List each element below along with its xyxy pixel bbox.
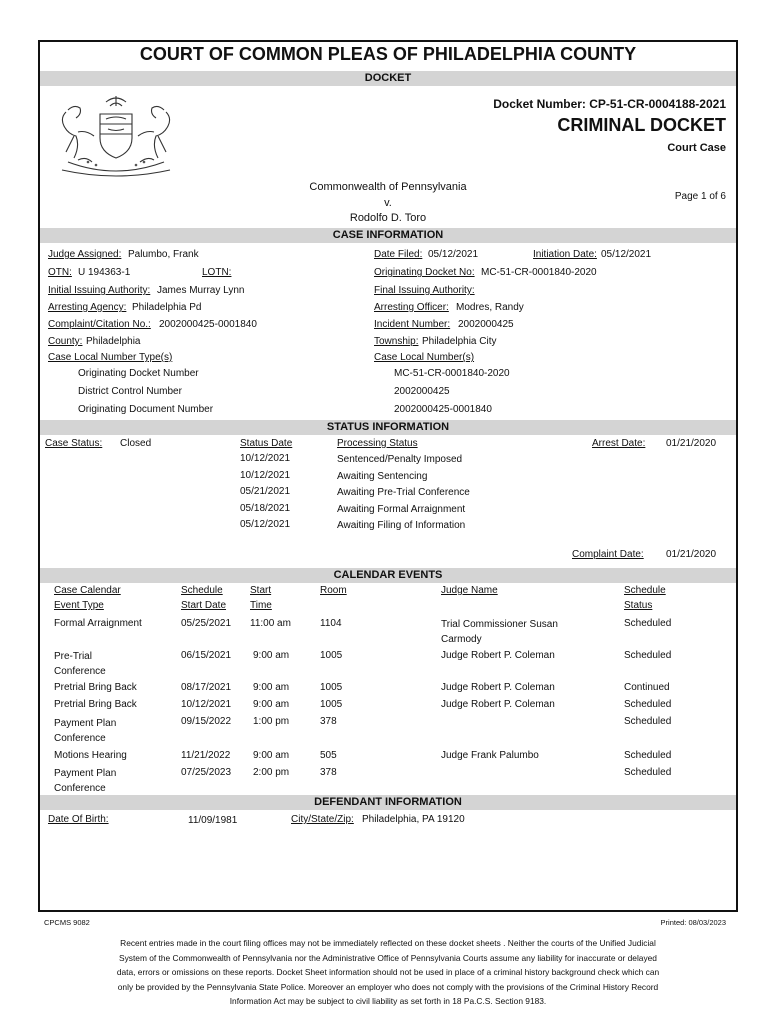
date-filed-label: Date Filed: <box>374 249 423 260</box>
status-date: 05/21/2021 <box>240 486 291 497</box>
event-status: Scheduled <box>624 716 672 727</box>
case-kind: Court Case <box>667 142 726 154</box>
date-filed-value: 05/12/2021 <box>428 249 479 260</box>
caption-defendant: Rodolfo D. Toro <box>349 212 427 224</box>
arresting-agency-label: Arresting Agency: <box>48 302 127 313</box>
event-type-cont: Conference <box>54 733 106 744</box>
township-value: Philadelphia City <box>422 336 497 347</box>
event-status: Continued <box>624 682 670 693</box>
event-time: 9:00 am <box>253 699 290 710</box>
event-time: 11:00 am <box>250 618 291 629</box>
caption-plaintiff: Commonwealth of Pennsylvania <box>309 181 467 193</box>
room-header: Room <box>320 585 347 596</box>
event-judge-cont: Carmody <box>441 634 482 645</box>
event-type-header: Case Calendar <box>54 585 121 596</box>
event-room: 1005 <box>320 699 343 710</box>
pennsylvania-coat-of-arms-icon <box>48 92 184 178</box>
start-time-header: Time <box>250 600 272 611</box>
disclaimer-line: Recent entries made in the court filing offices may not be immediately reflected on these docket sheets . Neither the courts of the Unified Judicial <box>120 938 656 948</box>
initiation-date-value: 05/12/2021 <box>601 249 652 260</box>
judge-assigned-label: Judge Assigned: <box>48 249 122 260</box>
event-type-cont: Conference <box>54 783 106 794</box>
event-type: Pretrial Bring Back <box>54 682 137 693</box>
event-date: 11/21/2022 <box>181 750 231 761</box>
date-of-birth-label: Date Of Birth: <box>48 814 109 825</box>
arresting-officer-value: Modres, Randy <box>456 302 524 313</box>
originating-docket-label: Originating Docket No: <box>374 267 475 278</box>
event-status: Scheduled <box>624 750 672 761</box>
event-time: 1:00 pm <box>253 716 290 727</box>
event-judge: Judge Robert P. Coleman <box>441 682 555 693</box>
local-numbers-label: Case Local Number(s) <box>374 352 475 363</box>
event-judge: Trial Commissioner Susan <box>441 619 558 630</box>
case-status-value: Closed <box>120 438 152 449</box>
case-information-band: CASE INFORMATION <box>40 228 736 243</box>
event-status: Scheduled <box>624 767 672 778</box>
event-status: Scheduled <box>624 618 672 629</box>
event-date: 06/15/2021 <box>181 650 232 661</box>
event-date: 07/25/2023 <box>181 767 232 778</box>
processing-status: Awaiting Formal Arraignment <box>337 504 466 515</box>
status-date-header: Status Date <box>240 438 293 449</box>
status-information-band: STATUS INFORMATION <box>40 420 736 435</box>
docket-type: CRIMINAL DOCKET <box>557 115 726 135</box>
processing-status-header: Processing Status <box>337 438 418 449</box>
defendant-information-band: DEFENDANT INFORMATION <box>40 795 736 810</box>
court-title: COURT OF COMMON PLEAS OF PHILADELPHIA COUNTY <box>139 44 637 64</box>
event-type: Motions Hearing <box>54 750 127 761</box>
disclaimer-line: System of the Commonwealth of Pennsylvania nor the Administrative Office of Pennsylvania Courts assume any liability for inaccurate or delayed <box>119 952 657 963</box>
local-number-types-label: Case Local Number Type(s) <box>48 352 173 363</box>
event-status: Scheduled <box>624 699 672 710</box>
processing-status: Sentenced/Penalty Imposed <box>337 454 463 465</box>
initiation-date-label: Initiation Date: <box>533 249 597 260</box>
event-date: 10/12/2021 <box>181 699 232 710</box>
local-number-type: Originating Document Number <box>78 404 214 415</box>
event-time: 9:00 am <box>253 682 290 693</box>
incident-number-value: 2002000425 <box>458 319 514 330</box>
event-room: 505 <box>320 750 337 761</box>
event-type: Pre-Trial <box>54 651 92 662</box>
event-time: 9:00 am <box>253 750 290 761</box>
event-status: Scheduled <box>624 650 672 661</box>
event-judge: Judge Frank Palumbo <box>441 750 539 761</box>
event-type-header: Event Type <box>54 600 104 611</box>
event-room: 378 <box>320 767 337 778</box>
processing-status: Awaiting Filing of Information <box>337 520 466 531</box>
event-type-cont: Conference <box>54 666 106 677</box>
local-number: 2002000425-0001840 <box>394 404 492 415</box>
event-type: Payment Plan <box>54 718 117 729</box>
status-date: 10/12/2021 <box>240 470 291 481</box>
event-time: 2:00 pm <box>253 767 290 778</box>
event-room: 378 <box>320 716 337 727</box>
event-room: 1005 <box>320 650 343 661</box>
final-authority-label: Final Issuing Authority: <box>374 285 475 296</box>
caption-versus: v. <box>384 197 392 209</box>
start-date-header: Schedule <box>181 585 223 596</box>
event-judge: Judge Robert P. Coleman <box>441 650 555 661</box>
start-date-header: Start Date <box>181 600 227 611</box>
docket-band: DOCKET <box>40 71 736 86</box>
disclaimer <box>80 936 696 1009</box>
city-state-zip-value: Philadelphia, PA 19120 <box>362 814 465 825</box>
county-value: Philadelphia <box>86 336 141 347</box>
schedule-status-header: Schedule <box>624 585 666 596</box>
local-number-type: District Control Number <box>78 386 182 397</box>
status-date: 05/12/2021 <box>240 519 291 530</box>
arresting-officer-label: Arresting Officer: <box>374 302 449 313</box>
county-label: County: <box>48 336 83 347</box>
docket-number: Docket Number: CP-51-CR-0004188-2021 <box>493 97 726 111</box>
processing-status: Awaiting Pre-Trial Conference <box>337 487 470 498</box>
event-type: Pretrial Bring Back <box>54 699 137 710</box>
form-code: CPCMS 9082 <box>44 918 90 927</box>
date-of-birth-value: 11/09/1981 <box>188 815 238 826</box>
arrest-date-label: Arrest Date: <box>592 438 646 449</box>
complaint-citation-value: 2002000425-0001840 <box>159 319 257 330</box>
judge-assigned-value: Palumbo, Frank <box>128 249 199 260</box>
event-judge: Judge Robert P. Coleman <box>441 699 555 710</box>
event-room: 1104 <box>320 618 342 629</box>
complaint-date-label: Complaint Date: <box>572 549 644 560</box>
event-time: 9:00 am <box>253 650 290 661</box>
disclaimer-line: only be provided by the Pennsylvania State Police. Moreover an employer who does not comply with the provisions of the Criminal History Record <box>117 981 659 992</box>
calendar-events-band: CALENDAR EVENTS <box>40 568 736 583</box>
case-status-label: Case Status: <box>45 438 103 449</box>
initial-authority-value: James Murray Lynn <box>157 285 245 296</box>
arresting-agency-value: Philadelphia Pd <box>132 302 202 313</box>
status-date: 10/12/2021 <box>240 453 291 464</box>
event-type: Formal Arraignment <box>54 618 142 629</box>
city-state-zip-label: City/State/Zip: <box>291 814 354 825</box>
judge-name-header: Judge Name <box>441 585 498 596</box>
local-number: MC-51-CR-0001840-2020 <box>394 368 510 379</box>
local-number: 2002000425 <box>394 386 450 397</box>
event-type: Payment Plan <box>54 768 117 779</box>
arrest-date-value: 01/21/2020 <box>666 438 717 449</box>
disclaimer-line: Information Act may be subject to civil liability as set forth in 18 Pa.C.S. Section 9183. <box>229 996 547 1006</box>
event-date: 05/25/2021 <box>181 618 232 629</box>
disclaimer-line: data, errors or omissions on these reports. Docket Sheet information should not be used in place of a criminal history background check which can <box>116 967 660 977</box>
complaint-citation-label: Complaint/Citation No.: <box>48 319 151 330</box>
start-time-header: Start <box>250 585 272 596</box>
otn-value: U 194363-1 <box>78 267 131 278</box>
otn-label: OTN: <box>48 267 72 278</box>
complaint-date-value: 01/21/2020 <box>666 549 717 560</box>
printed-date: Printed: 08/03/2023 <box>660 918 726 927</box>
schedule-status-header: Status <box>624 600 653 611</box>
event-date: 08/17/2021 <box>181 682 232 693</box>
event-date: 09/15/2022 <box>181 716 232 727</box>
processing-status: Awaiting Sentencing <box>337 471 428 482</box>
status-date: 05/18/2021 <box>240 503 291 514</box>
lotn-label: LOTN: <box>202 267 232 278</box>
initial-authority-label: Initial Issuing Authority: <box>48 285 151 296</box>
event-room: 1005 <box>320 682 343 693</box>
township-label: Township: <box>374 336 419 347</box>
page-number: Page 1 of 6 <box>674 191 726 202</box>
local-number-type: Originating Docket Number <box>78 368 199 379</box>
incident-number-label: Incident Number: <box>374 319 451 330</box>
originating-docket-value: MC-51-CR-0001840-2020 <box>481 267 597 278</box>
